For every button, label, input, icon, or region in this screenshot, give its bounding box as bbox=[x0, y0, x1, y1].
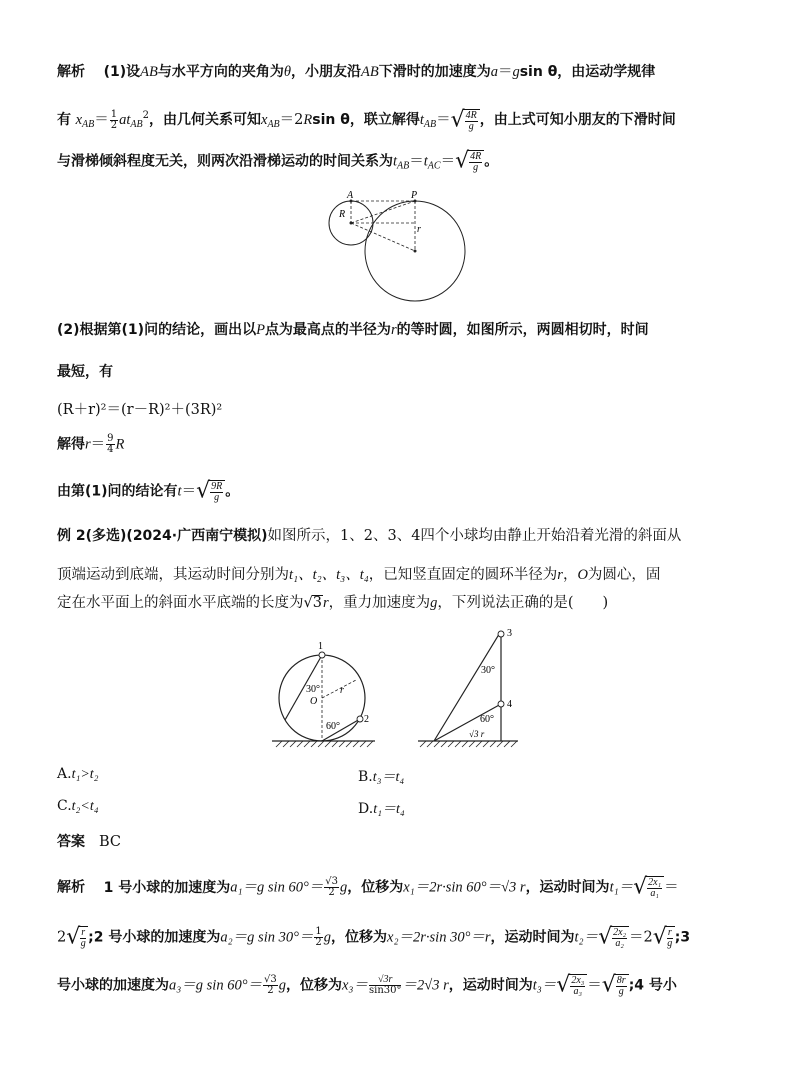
part2-equation: (R＋r)²＝(r－R)²＋(3R)² bbox=[57, 402, 223, 418]
ball-4 bbox=[498, 701, 504, 707]
part2-line1: (2)根据第(1)问的结论，画出以P点为最高点的半径为r的等时圆，如图所示，两圆相切时，时间 bbox=[57, 322, 649, 338]
analysis2-line3: 号小球的加速度为a₃＝g sin 60°＝ $\frac{√3}{2}$ g，位移为x₃＝ $\frac{√3r}{\sin 30^\circ}$ ＝2√3 r，运动时间为t₃＝√ $\frac{\text{2x₃}}{\text{a₃}}$ ＝√ $\frac{8r}{g}$ ;4 号小 bbox=[57, 972, 677, 998]
sqrt-9r-over-g: √ $\frac{9R}{g}$ bbox=[196, 480, 225, 503]
figure-ring-and-incline bbox=[268, 628, 528, 750]
analysis2-line1: 解析 1 号小球的加速度为a₁＝g sin 60°＝ $\frac{√3}{2}$ g，位移为x₁＝2r·sin 60°＝√3 r，运动时间为t₁＝√ $\frac{\text{2x₁}}{\text{a₁}}$ ＝ bbox=[57, 874, 679, 900]
option-b[interactable]: B.t₃＝t₄ bbox=[358, 769, 405, 785]
option-d[interactable]: D.t₁＝t₄ bbox=[358, 801, 405, 817]
analysis1-line3: 与滑梯倾斜程度无关，则两次沿滑梯运动的时间关系为$t_{AB}=t_{AC}=√$ $\frac{4R}{g}$ 。 bbox=[57, 148, 499, 174]
sqrt-4r-over-g: √ $\frac{4R}{g}$ bbox=[451, 109, 480, 132]
angle-60-label: 60° bbox=[326, 721, 340, 732]
option-c[interactable]: C.t₂<t₄ bbox=[57, 798, 99, 814]
analysis1-line1: 解析 (1)设AB与水平方向的夹角为θ，小朋友沿AB下滑时的加速度为a＝gsin θ，由运动学规律 bbox=[57, 64, 656, 80]
angle-30-label: 30° bbox=[306, 684, 320, 695]
figure-tangent-circles bbox=[320, 188, 480, 306]
part2-line2: 最短，有 bbox=[57, 364, 113, 380]
analysis2-line2: 2√ $\frac{r}{g}$ ;2 号小球的加速度为a₂＝g sin 30°＝ $\frac{1}{2}$ g，位移为x₂＝2r·sin 30°＝r，运动时间为t₂＝√ $\frac{\text{2x₂}}{\text{a₂}}$ ＝2√ $\frac{r}{g}$ ;3 bbox=[57, 924, 691, 950]
example2-line2: 顶端运动到底端，其运动时间分别为t₁、t₂、t₃、t₄，已知竖直固定的圆环半径为r，O为圆心，固 bbox=[57, 567, 661, 583]
part2-solve: 解得r＝ $\frac{9}{4}$ R bbox=[57, 433, 125, 455]
answer-value: BC bbox=[99, 834, 122, 850]
ball-1-label: 1 bbox=[318, 641, 323, 652]
base-length-label: √3 r bbox=[469, 729, 485, 739]
radius-r-small-label: r bbox=[417, 224, 421, 235]
analysis-label: 解析 bbox=[57, 64, 85, 80]
example2-line3: 定在水平面上的斜面水平底端的长度为√3r，重力加速度为g，下列说法正确的是( ) bbox=[57, 595, 609, 611]
ball-2-label: 2 bbox=[364, 714, 369, 725]
example2-line1: 例 2(多选)(2024·广西南宁模拟)如图所示，1、2、3、4四个小球均由静止开始沿着光滑的斜面从 bbox=[57, 528, 682, 544]
ball-4-label: 4 bbox=[507, 699, 512, 710]
ring-radius-label: r bbox=[340, 685, 344, 696]
sqrt-4r-over-g-2: √ $\frac{4R}{g}$ bbox=[455, 150, 484, 173]
option-a[interactable]: A.t₁>t₂ bbox=[57, 766, 99, 782]
ball-3-label: 3 bbox=[507, 628, 512, 639]
incline-60-label: 60° bbox=[480, 714, 494, 725]
incline-30-label: 30° bbox=[481, 665, 495, 676]
radius-r-big-label: R bbox=[339, 209, 346, 220]
fraction-half: $\frac{1}{2}$ bbox=[110, 108, 118, 131]
center-o-label: O bbox=[310, 696, 318, 707]
ball-2 bbox=[357, 716, 363, 722]
example-label: 例 2 bbox=[57, 528, 86, 544]
part2-conclusion: 由第(1)问的结论有t＝√ $\frac{9R}{g}$ 。 bbox=[57, 478, 240, 504]
analysis1-line2: 有 $x_{AB}=$ $\frac{1}{2}$ $at_{AB}^2$，由几何关系可知$x_{AB}=2Rsin$ θ，联立解得$t_{AB}=√$ $\frac{4R}{g}$ ，由上式可知小朋友的下滑时间 bbox=[57, 107, 676, 132]
answer-label: 答案 bbox=[57, 834, 85, 850]
ball-1 bbox=[319, 652, 325, 658]
answer-line bbox=[57, 832, 121, 852]
ball-3 bbox=[498, 631, 504, 637]
point-p-label: P bbox=[411, 190, 418, 201]
point-a-label: A bbox=[347, 190, 354, 201]
